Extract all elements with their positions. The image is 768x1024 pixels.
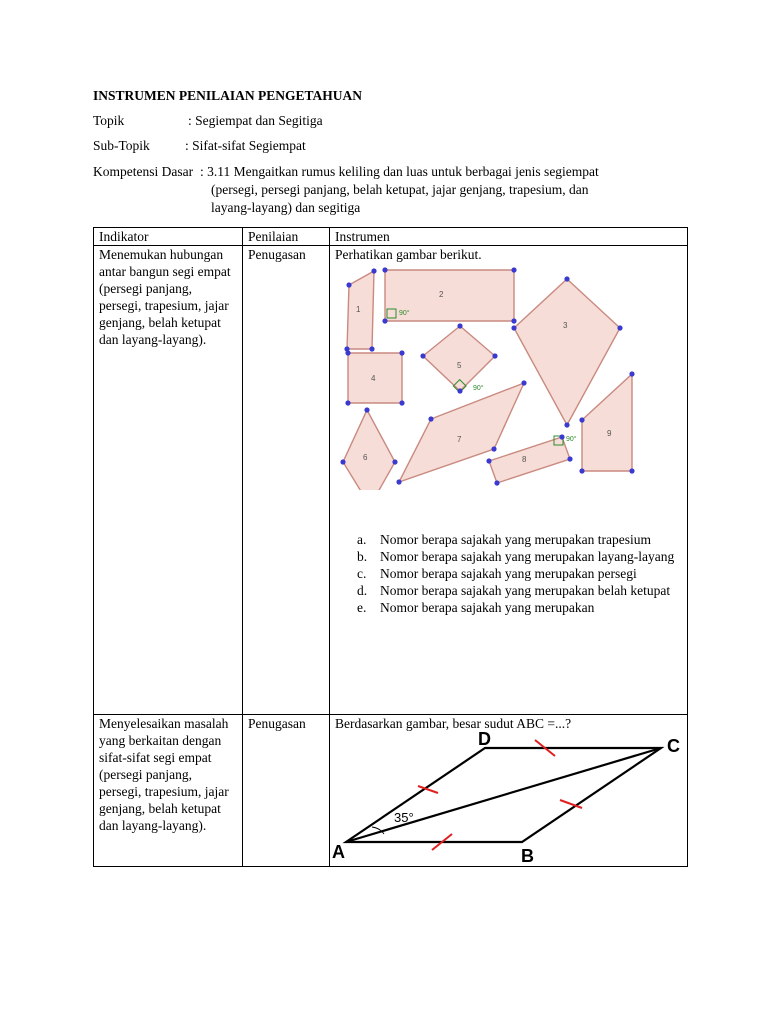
shape-label: 1 <box>356 305 361 314</box>
header-penilaian: Penilaian <box>243 228 330 246</box>
vertex-label-b: B <box>521 846 534 866</box>
subtopik-value: : Sifat-sifat Segiempat <box>185 138 306 153</box>
row2-penilaian: Penugasan <box>243 715 330 867</box>
topik-label: Topik <box>93 113 125 128</box>
angle-label: 90° <box>473 385 484 392</box>
quadrilaterals-figure <box>335 262 640 490</box>
vertex-label-d: D <box>478 729 491 749</box>
list-item <box>357 599 682 616</box>
question-letter: a. <box>357 532 367 547</box>
vertex-label-c: C <box>667 736 680 756</box>
question-text: Nomor berapa sajakah yang merupakan trapesium <box>380 532 652 547</box>
shape-5 <box>423 326 495 391</box>
vertex-label-a: A <box>332 842 345 862</box>
shape-label: 4 <box>371 374 376 383</box>
kd-label: Kompetensi Dasar <box>93 164 194 179</box>
table-header-row <box>94 228 688 246</box>
header-instrumen: Instrumen <box>330 228 688 246</box>
row1-indikator: Menemukan hubungan antar bangun segi empat (persegi panjang, persegi, trapesium, jajar genjang, belah ketupat dan layang-layang). <box>94 246 243 715</box>
diagonal-ac <box>346 748 661 842</box>
question-letter: c. <box>357 566 367 581</box>
shape-1 <box>347 271 374 349</box>
question-list <box>357 531 682 616</box>
question-text: Nomor berapa sajakah yang merupakan <box>380 600 595 615</box>
angle-value-label: 35° <box>394 810 414 825</box>
kd-line-3: layang-layang) dan segitiga <box>211 200 361 215</box>
row1-penilaian: Penugasan <box>243 246 330 715</box>
list-item <box>357 548 682 565</box>
list-item <box>357 582 682 599</box>
topik-value: : Segiempat dan Segitiga <box>188 113 323 128</box>
shape-label: 3 <box>563 321 568 330</box>
kd-line-2: (persegi, persegi panjang, belah ketupat, jajar genjang, trapesium, dan <box>211 182 589 197</box>
question-letter: e. <box>357 600 367 615</box>
list-item <box>357 565 682 582</box>
shape-9 <box>582 374 632 471</box>
page-title: INSTRUMEN PENILAIAN PENGETAHUAN <box>93 88 363 103</box>
parallelogram-figure <box>330 728 685 868</box>
question-text: Nomor berapa sajakah yang merupakan persegi <box>380 566 637 581</box>
shape-label: 6 <box>363 453 368 462</box>
row2-instrumen-intro: Berdasarkan gambar, besar sudut ABC =...? <box>335 716 572 731</box>
shape-label: 9 <box>607 429 612 438</box>
question-text: Nomor berapa sajakah yang merupakan layang-layang <box>380 549 675 564</box>
shape-label: 8 <box>522 455 527 464</box>
shape-8 <box>489 437 570 483</box>
question-letter: b. <box>357 549 368 564</box>
header-indikator: Indikator <box>94 228 243 246</box>
shape-label: 7 <box>457 435 462 444</box>
question-letter: d. <box>357 583 368 598</box>
shape-label: 2 <box>439 290 444 299</box>
question-text: Nomor berapa sajakah yang merupakan belah ketupat <box>380 583 671 598</box>
angle-label: 90° <box>566 436 577 443</box>
row1-instrumen-intro: Perhatikan gambar berikut. <box>335 247 482 262</box>
angle-label: 90° <box>399 310 410 317</box>
list-item <box>357 531 682 548</box>
row2-indikator: Menyelesaikan masalah yang berkaitan dengan sifat-sifat segi empat (persegi panjang, persegi, trapesium, jajar genjang, belah ketupat dan layang-layang). <box>94 715 243 867</box>
shape-6 <box>343 410 395 490</box>
shape-label: 5 <box>457 361 462 370</box>
kd-line-1: : 3.11 Mengaitkan rumus keliling dan luas untuk berbagai jenis segiempat <box>200 164 599 179</box>
subtopik-label: Sub-Topik <box>93 138 150 153</box>
